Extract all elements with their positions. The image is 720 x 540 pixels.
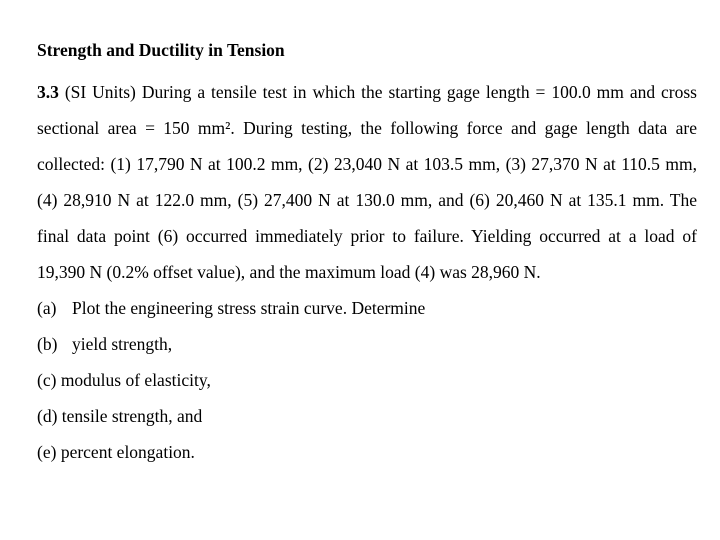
part-text: percent elongation. <box>60 442 195 462</box>
part-b <box>37 326 697 362</box>
document-page <box>37 38 697 470</box>
part-label: (e) <box>37 442 57 462</box>
part-label: (a) <box>37 298 57 318</box>
part-a <box>37 290 697 326</box>
part-c <box>37 362 697 398</box>
part-label: (d) <box>37 406 58 426</box>
part-label: (c) <box>37 370 57 390</box>
part-text: tensile strength, and <box>61 406 203 426</box>
part-label: (b) <box>37 334 58 354</box>
part-text: modulus of elasticity, <box>60 370 211 390</box>
problem-statement <box>37 74 697 290</box>
part-e <box>37 434 697 470</box>
part-d <box>37 398 697 434</box>
part-text: Plot the engineering stress strain curve. Determine <box>72 298 426 318</box>
part-text: yield strength, <box>72 334 173 354</box>
problem-number: 3.3 <box>37 82 59 102</box>
section-heading: Strength and Ductility in Tension <box>37 40 285 60</box>
problem-text: (SI Units) During a tensile test in which the starting gage length = 100.0 mm and cross sectional area = 150 mm². During testing, the following force and gage length data are collected: (1) 17,790 N at 100.2 mm, (2) 23,040 N at 103.5 mm, (3) 27,370 N at 110.5 mm, (4) 28,910 N at 122.0 mm, (5) 27,400 N at 130.0 mm, and (6) 20,460 N at 135.1 mm. The final data point (6) occurred immediately prior to failure. Yielding occurred at a load of 19,390 N (0.2% offset value), and the maximum load (4) was 28,960 N. <box>37 82 697 282</box>
